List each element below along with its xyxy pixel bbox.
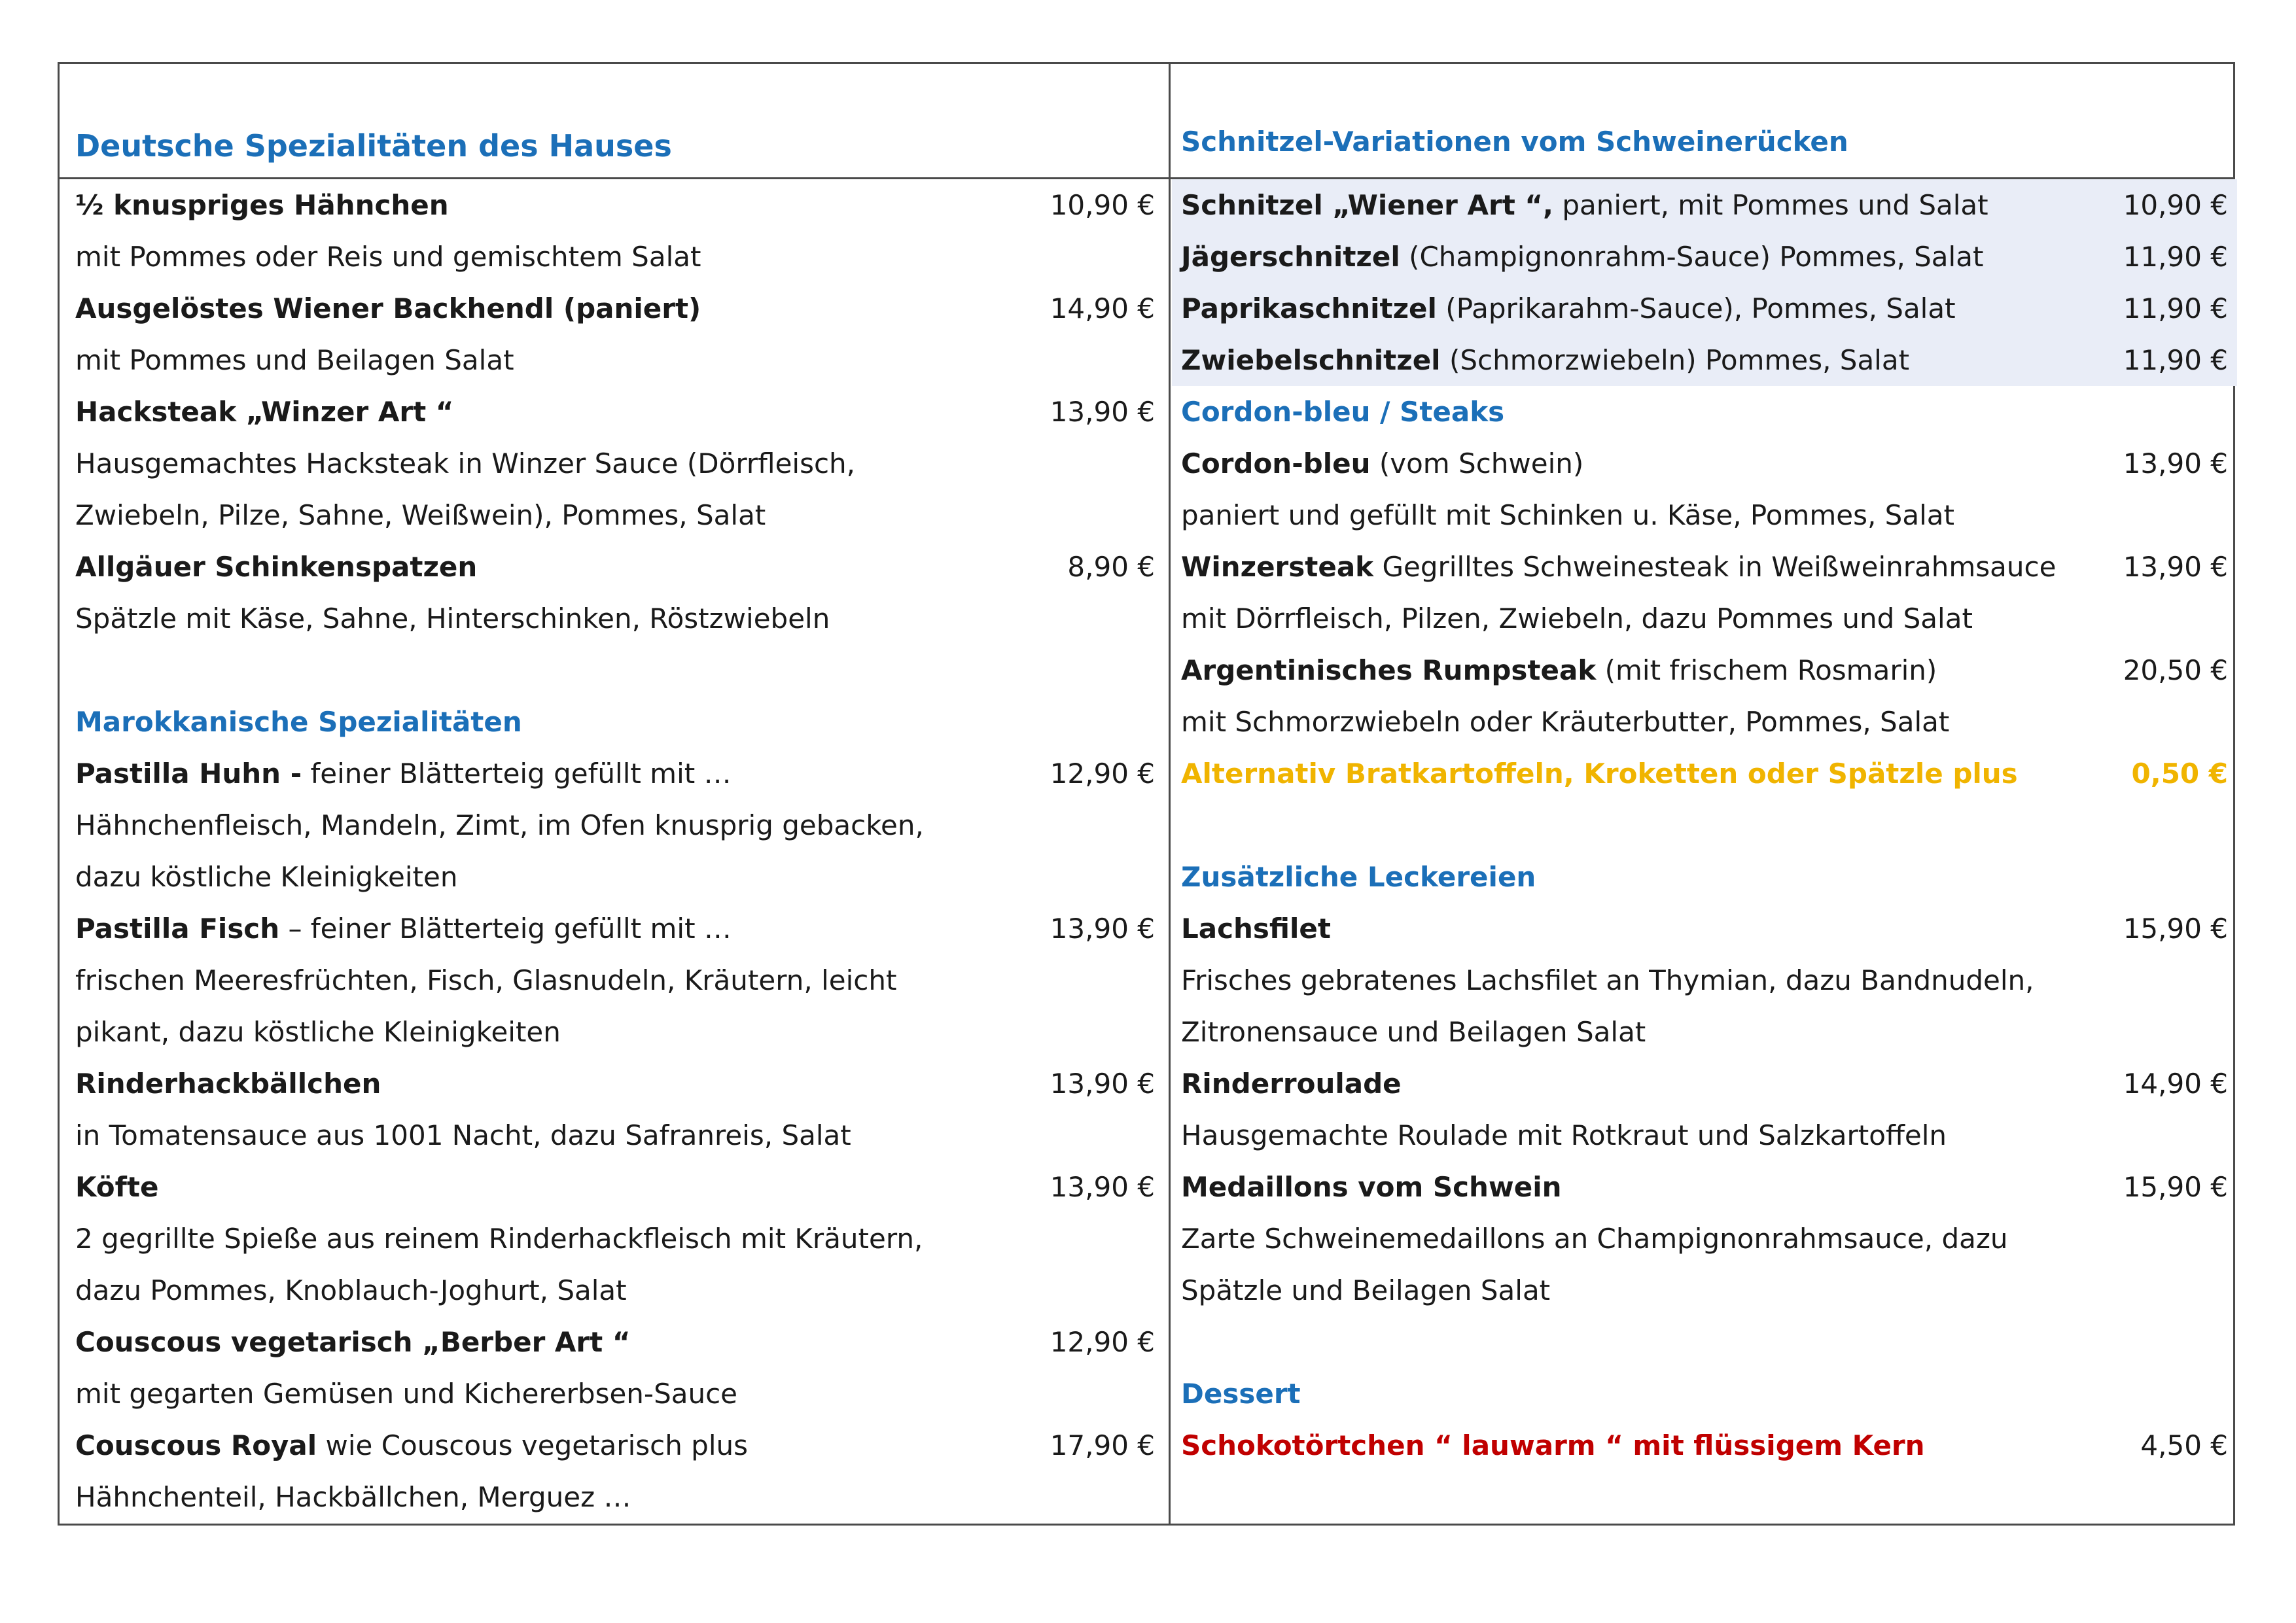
line-text	[1181, 1213, 2008, 1265]
line-text	[75, 1420, 748, 1471]
menu-line	[1181, 489, 2228, 541]
dish-description: mit Schmorzwiebeln oder Kräuterbutter, Pommes, Salat	[1181, 706, 1950, 738]
menu-line	[1181, 1058, 2228, 1109]
price: 15,90 €	[2123, 1171, 2228, 1203]
dish-name: Medaillons vom Schwein	[1181, 1171, 1562, 1203]
line-text	[75, 1058, 381, 1109]
column-divider	[1169, 64, 1171, 1524]
dish-description: Hähnchenteil, Hackbällchen, Merguez …	[75, 1481, 631, 1513]
menu-line	[1181, 696, 2228, 748]
menu-line	[1181, 593, 2228, 644]
line-text	[1181, 593, 1973, 644]
menu-line	[75, 1058, 1155, 1109]
dish-name: Pastilla Fisch	[75, 913, 280, 945]
menu-line	[75, 954, 1155, 1006]
menu-line	[1181, 748, 2228, 799]
dish-description: mit Pommes und Beilagen Salat	[75, 344, 514, 376]
menu-line	[75, 1471, 1155, 1523]
menu-line	[75, 1316, 1155, 1368]
menu-line	[1181, 1213, 2228, 1265]
price: 14,90 €	[1050, 292, 1155, 324]
menu-line	[1181, 1006, 2228, 1058]
price: 13,90 €	[1050, 913, 1155, 945]
section-heading	[75, 696, 1155, 748]
line-text	[1181, 748, 2018, 799]
price: 11,90 €	[2123, 344, 2228, 376]
dish-description: pikant, dazu köstliche Kleinigkeiten	[75, 1016, 561, 1048]
line-text	[1181, 438, 1583, 489]
dish-name: Couscous vegetarisch „Berber Art “	[75, 1326, 631, 1358]
menu-line	[1181, 644, 2228, 696]
line-text	[75, 541, 477, 593]
option-note: Alternativ Bratkartoffeln, Kroketten oder Spätzle plus	[1181, 758, 2018, 790]
dish-description: (mit frischem Rosmarin)	[1596, 654, 1937, 686]
line-text	[1181, 1006, 1646, 1058]
dish-description: frischen Meeresfrüchten, Fisch, Glasnudeln, Kräutern, leicht	[75, 964, 897, 996]
menu-line	[75, 1006, 1155, 1058]
dish-description: Frisches gebratenes Lachsfilet an Thymian, dazu Bandnudeln,	[1181, 964, 2034, 996]
price: 12,90 €	[1050, 1326, 1155, 1358]
line-text	[1181, 644, 1937, 696]
dish-description: Spätzle mit Käse, Sahne, Hinterschinken, Röstzwiebeln	[75, 602, 830, 635]
line-text	[75, 1471, 631, 1523]
dish-description: dazu köstliche Kleinigkeiten	[75, 861, 458, 893]
line-text	[75, 1161, 159, 1213]
dish-description: Gegrilltes Schweinesteak in Weißweinrahmsauce	[1373, 551, 2057, 583]
price: 15,90 €	[2123, 913, 2228, 945]
price: 13,90 €	[2123, 551, 2228, 583]
menu-line	[1181, 1420, 2228, 1471]
right-header	[1181, 64, 2228, 177]
line-text	[75, 179, 449, 231]
dish-name: Rinderroulade	[1181, 1068, 1402, 1100]
dish-description: in Tomatensauce aus 1001 Nacht, dazu Safranreis, Salat	[75, 1119, 851, 1151]
price: 20,50 €	[2123, 654, 2228, 686]
menu-line	[75, 386, 1155, 438]
dish-description: Hähnchenfleisch, Mandeln, Zimt, im Ofen knusprig gebacken,	[75, 809, 924, 841]
dish-name: Allgäuer Schinkenspatzen	[75, 551, 478, 583]
line-text	[1181, 1368, 1301, 1420]
menu-line	[75, 231, 1155, 283]
menu-line	[75, 438, 1155, 489]
line-text	[75, 696, 522, 748]
dish-description: mit Dörrfleisch, Pilzen, Zwiebeln, dazu Pommes und Salat	[1181, 602, 1973, 635]
dish-description: feiner Blätterteig gefüllt mit …	[302, 758, 732, 790]
dish-description: Hausgemachtes Hacksteak in Winzer Sauce (Dörrfleisch,	[75, 447, 856, 480]
dish-description: 2 gegrillte Spieße aus reinem Rinderhackfleisch mit Kräutern,	[75, 1223, 923, 1255]
menu-line	[75, 179, 1155, 231]
price: 17,90 €	[1050, 1429, 1155, 1461]
menu-line	[75, 283, 1155, 334]
dish-name: Paprikaschnitzel	[1181, 292, 1437, 324]
menu-line	[1181, 1265, 2228, 1316]
line-text	[75, 593, 830, 644]
dish-description: paniert, mit Pommes und Salat	[1553, 189, 1988, 221]
price: 13,90 €	[2123, 447, 2228, 480]
line-text	[75, 438, 855, 489]
section-title: Marokkanische Spezialitäten	[75, 706, 522, 738]
dish-name: Couscous Royal	[75, 1429, 317, 1461]
dish-description: paniert und gefüllt mit Schinken u. Käse, Pommes, Salat	[1181, 499, 1954, 531]
right-rows	[1181, 179, 2228, 1471]
section-heading	[1181, 1368, 2228, 1420]
dish-name: Rinderhackbällchen	[75, 1068, 381, 1100]
dish-description: mit Pommes oder Reis und gemischtem Salat	[75, 241, 701, 273]
price: 13,90 €	[1050, 396, 1155, 428]
line-text	[1181, 1420, 1925, 1471]
line-text	[75, 231, 701, 283]
price: 14,90 €	[2123, 1068, 2228, 1100]
section-heading	[1181, 851, 2228, 903]
line-text	[75, 1213, 923, 1265]
dish-name: Lachsfilet	[1181, 913, 1331, 945]
price: 10,90 €	[1050, 189, 1155, 221]
line-text	[75, 1006, 561, 1058]
menu-line	[1172, 334, 2237, 386]
menu-line	[1181, 1161, 2228, 1213]
spacer-line	[75, 644, 1155, 696]
menu-line	[1181, 903, 2228, 954]
line-text	[75, 334, 514, 386]
line-text	[1181, 903, 1331, 954]
price: 8,90 €	[1067, 551, 1155, 583]
menu-line	[1172, 179, 2237, 231]
line-text	[1181, 1058, 1402, 1109]
dish-name: ½ knuspriges Hähnchen	[75, 189, 449, 221]
price: 13,90 €	[1050, 1171, 1155, 1203]
dish-description: mit gegarten Gemüsen und Kichererbsen-Sauce	[75, 1378, 738, 1410]
dish-description: Zarte Schweinemedaillons an Champignonrahmsauce, dazu	[1181, 1223, 2008, 1255]
menu-line	[75, 1109, 1155, 1161]
dish-name: Köfte	[75, 1171, 159, 1203]
line-text	[75, 799, 924, 851]
line-text	[75, 748, 732, 799]
line-text	[1181, 541, 2056, 593]
dish-description: (Champignonrahm-Sauce) Pommes, Salat	[1400, 241, 1984, 273]
dish-name: Zwiebelschnitzel	[1181, 344, 1441, 376]
menu-line	[1181, 1109, 2228, 1161]
line-text	[75, 1316, 630, 1368]
line-text	[1181, 179, 1988, 231]
price: 10,90 €	[2123, 189, 2228, 221]
line-text	[1181, 1109, 1947, 1161]
dessert-name: Schokotörtchen “ lauwarm “ mit flüssigem Kern	[1181, 1429, 1925, 1461]
price: 11,90 €	[2123, 292, 2228, 324]
dish-name: Schnitzel „Wiener Art “,	[1181, 189, 1553, 221]
menu-line	[75, 748, 1155, 799]
dish-name: Pastilla Huhn -	[75, 758, 302, 790]
menu-table	[58, 62, 2235, 1526]
dish-description: Zwiebeln, Pilze, Sahne, Weißwein), Pommes, Salat	[75, 499, 766, 531]
line-text	[1181, 489, 1954, 541]
dish-name: Argentinisches Rumpsteak	[1181, 654, 1597, 686]
left-header	[75, 64, 1155, 177]
menu-line	[75, 1161, 1155, 1213]
section-heading	[1181, 386, 2228, 438]
line-text	[1181, 1161, 1562, 1213]
price: 11,90 €	[2123, 241, 2228, 273]
menu-line	[75, 593, 1155, 644]
section-title: Zusätzliche Leckereien	[1181, 861, 1536, 893]
line-text	[75, 283, 701, 334]
menu-line	[1181, 438, 2228, 489]
menu-line	[1181, 541, 2228, 593]
left-title: Deutsche Spezialitäten des Hauses	[75, 128, 672, 164]
spacer-line	[1181, 1316, 2228, 1368]
line-text	[1181, 954, 2034, 1006]
menu-line	[75, 799, 1155, 851]
menu-line	[75, 1265, 1155, 1316]
menu-line	[75, 1420, 1155, 1471]
right-title: Schnitzel-Variationen vom Schweinerücken	[1181, 126, 1848, 158]
line-text	[1181, 696, 1949, 748]
line-text	[75, 1265, 627, 1316]
menu-line	[75, 334, 1155, 386]
price: 4,50 €	[2140, 1429, 2228, 1461]
menu-line	[1172, 231, 2237, 283]
menu-line	[1172, 283, 2237, 334]
dish-description: Spätzle und Beilagen Salat	[1181, 1274, 1551, 1306]
dish-name: Ausgelöstes Wiener Backhendl (paniert)	[75, 292, 701, 324]
line-text	[1181, 851, 1536, 903]
menu-line	[75, 903, 1155, 954]
dish-description: – feiner Blätterteig gefüllt mit …	[279, 913, 732, 945]
dish-description: (Schmorzwiebeln) Pommes, Salat	[1440, 344, 1910, 376]
line-text	[75, 1109, 851, 1161]
menu-line	[75, 541, 1155, 593]
dish-name: Winzersteak	[1181, 551, 1374, 583]
dish-description: (vom Schwein)	[1370, 447, 1584, 480]
menu-line	[75, 1213, 1155, 1265]
line-text	[75, 489, 766, 541]
menu-line	[75, 851, 1155, 903]
dish-description: Hausgemachte Roulade mit Rotkraut und Salzkartoffeln	[1181, 1119, 1947, 1151]
line-text	[75, 386, 453, 438]
line-text	[1181, 231, 1983, 283]
line-text	[1181, 1265, 1550, 1316]
option-price: 0,50 €	[2131, 758, 2228, 790]
menu-line	[75, 489, 1155, 541]
menu-line	[1181, 954, 2228, 1006]
line-text	[75, 954, 896, 1006]
dish-description: (Paprikarahm-Sauce), Pommes, Salat	[1436, 292, 1956, 324]
dish-description: dazu Pommes, Knoblauch-Joghurt, Salat	[75, 1274, 627, 1306]
dish-name: Cordon-bleu	[1181, 447, 1371, 480]
price: 13,90 €	[1050, 1068, 1155, 1100]
dish-description: wie Couscous vegetarisch plus	[317, 1429, 749, 1461]
dish-name: Jägerschnitzel	[1181, 241, 1400, 273]
dish-description: Zitronensauce und Beilagen Salat	[1181, 1016, 1646, 1048]
dish-name: Hacksteak „Winzer Art “	[75, 396, 454, 428]
menu-line	[75, 1368, 1155, 1420]
section-title: Dessert	[1181, 1378, 1301, 1410]
spacer-line	[1181, 799, 2228, 851]
line-text	[75, 1368, 737, 1420]
line-text	[1181, 334, 1909, 386]
line-text	[1181, 283, 1956, 334]
line-text	[1181, 386, 1504, 438]
line-text	[75, 851, 457, 903]
price: 12,90 €	[1050, 758, 1155, 790]
left-rows	[75, 179, 1155, 1523]
line-text	[75, 903, 732, 954]
section-title: Cordon-bleu / Steaks	[1181, 396, 1505, 428]
